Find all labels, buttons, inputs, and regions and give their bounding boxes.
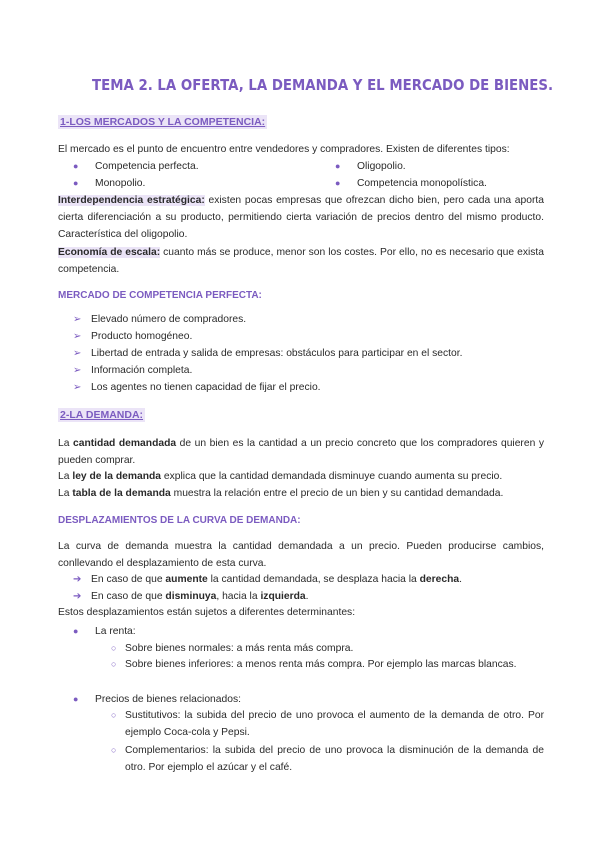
- economy-of-scale-term: Economía de escala:: [58, 247, 161, 258]
- sub-item: ○ Sobre bienes inferiores: a menos renta más compra. Por ejemplo las marcas blancas.: [111, 656, 544, 673]
- perfect-competition-heading: MERCADO DE COMPETENCIA PERFECTA:: [58, 290, 262, 301]
- economy-of-scale-paragraph: Economía de escala: cuanto más se produce, menor son los costes. Por ello, no es necesario que exista competencia.: [58, 247, 545, 275]
- market-type-item: ● Monopolio.: [73, 178, 146, 189]
- list-item: ➢ Información completa.: [73, 365, 193, 376]
- arrowhead-icon: ➢: [73, 382, 82, 393]
- bullet-icon: ●: [335, 161, 341, 171]
- list-item: ➢ Elevado número de compradores.: [73, 314, 247, 325]
- circle-bullet-icon: ○: [111, 643, 117, 653]
- arrowhead-icon: ➢: [73, 348, 82, 359]
- sub-item: ○ Sustitutivos: la subida del precio de uno provoca el aumento de la demanda de otro. Por ejemplo Coca-cola y Pepsi.: [111, 707, 544, 741]
- demand-shifts-heading: DESPLAZAMIENTOS DE LA CURVA DE DEMANDA:: [58, 515, 301, 526]
- sub-item: ○ Sobre bienes normales: a más renta más compra.: [111, 643, 354, 654]
- arrowhead-icon: ➢: [73, 314, 82, 325]
- circle-bullet-icon: ○: [111, 745, 117, 755]
- interdependence-term: Interdependencia estratégica:: [58, 195, 205, 206]
- arrowhead-icon: ➢: [73, 331, 82, 342]
- list-item: ➢ Producto homogéneo.: [73, 331, 193, 342]
- market-type-item: ● Competencia perfecta.: [73, 161, 199, 172]
- interdependence-paragraph: Interdependencia estratégica: existen pocas empresas que ofrezcan dicho bien, pero cada una aporta cierta diferenciación a su producto, permitiendo cierta variación de precios dentro del mismo producto. Característica del oligopolio.: [58, 195, 545, 240]
- law-of-demand-paragraph: La ley de la demanda explica que la cantidad demandada disminuye cuando aumenta su precio.: [58, 471, 503, 482]
- circle-bullet-icon: ○: [111, 659, 117, 669]
- bullet-icon: ●: [335, 178, 341, 188]
- arrowhead-icon: ➢: [73, 365, 82, 376]
- markets-intro: El mercado es el punto de encuentro entre vendedores y compradores. Existen de diferentes tipos:: [58, 144, 510, 155]
- page-title: TEMA 2. LA OFERTA, LA DEMANDA Y EL MERCADO DE BIENES.: [92, 76, 554, 94]
- bullet-icon: ●: [73, 626, 79, 636]
- shift-left-item: ➔ En caso de que disminuya, hacia la izquierda.: [73, 591, 309, 602]
- determinant-item: ● Precios de bienes relacionados:: [73, 694, 241, 705]
- determinants-intro: Estos desplazamientos están sujetos a diferentes determinantes:: [58, 607, 356, 618]
- arrow-right-icon: ➔: [73, 591, 82, 602]
- bullet-icon: ●: [73, 161, 79, 171]
- section-2-heading: 2-LA DEMANDA:: [60, 409, 144, 421]
- demand-curve-paragraph: La curva de demanda muestra la cantidad demandada a un precio. Pueden producirse cambios, conllevando el desplazamiento de esta curva.: [58, 541, 544, 569]
- demanded-quantity-paragraph: La cantidad demandada de un bien es la cantidad a un precio concreto que los compradores quieren y pueden comprar.: [58, 438, 544, 466]
- list-item: ➢ Los agentes no tienen capacidad de fijar el precio.: [73, 382, 321, 393]
- circle-bullet-icon: ○: [111, 710, 117, 720]
- market-type-item: ● Oligopolio.: [335, 161, 406, 172]
- bullet-icon: ●: [73, 178, 79, 188]
- section-1-heading: 1-LOS MERCADOS Y LA COMPETENCIA:: [60, 116, 266, 128]
- determinant-item: ● La renta:: [73, 626, 136, 637]
- shift-right-item: ➔ En caso de que aumente la cantidad demandada, se desplaza hacia la derecha.: [73, 574, 462, 585]
- sub-item: ○ Complementarios: la subida del precio de uno provoca la disminución de la demanda de otro. Por ejemplo el azúcar y el café.: [111, 742, 544, 776]
- arrow-right-icon: ➔: [73, 574, 82, 585]
- list-item: ➢ Libertad de entrada y salida de empresas: obstáculos para participar en el sector.: [73, 348, 463, 359]
- bullet-icon: ●: [73, 694, 79, 704]
- market-type-item: ● Competencia monopolística.: [335, 178, 487, 189]
- demand-table-paragraph: La tabla de la demanda muestra la relación entre el precio de un bien y su cantidad demandada.: [58, 488, 504, 499]
